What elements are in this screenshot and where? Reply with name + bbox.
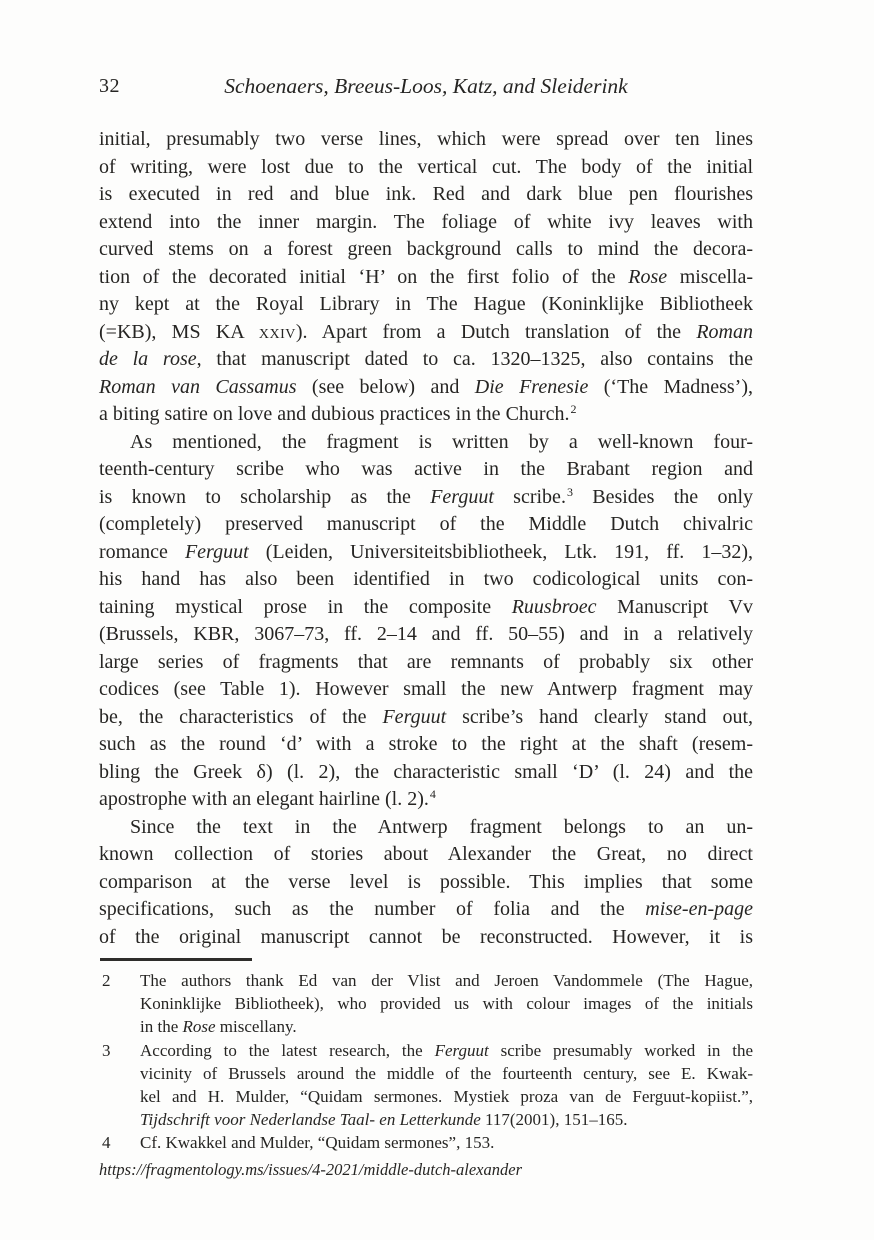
text-segment: Ferguut [382, 705, 447, 728]
text-segment: As mentioned, the fragment is written by a well-known four- [130, 430, 753, 453]
text-segment: scribe. [493, 485, 566, 508]
body-line [99, 511, 753, 539]
text-segment: a biting satire on love and dubious practices in the Church. [99, 403, 570, 425]
body-line [99, 676, 753, 704]
text-segment: initial, presumably two verse lines, which were spread over ten lines [99, 128, 753, 150]
footnote-line [140, 1039, 753, 1062]
text-segment: kel and H. Mulder, “Quidam sermones. Mystiek proza van de Ferguut-kopiist.”, [140, 1086, 753, 1106]
text-segment: scribe’s hand clearly stand out, [446, 705, 754, 728]
body-line [99, 484, 753, 512]
text-segment: Die Frenesie [474, 375, 589, 398]
text-segment: Since the text in the Antwerp fragment belongs to an un- [130, 815, 753, 838]
text-segment: such as the round ‘d’ with a stroke to the right at the shaft (resem- [99, 733, 753, 755]
text-segment: (‘The Madness’), [588, 375, 753, 398]
running-header: Schoenaers, Breeus-Loos, Katz, and Sleiderink [224, 74, 628, 98]
footnote-line [140, 1131, 753, 1154]
footnote [99, 1131, 753, 1154]
footnote-text [140, 969, 753, 1039]
text-segment: scribe presumably worked in the [488, 1040, 753, 1060]
text-segment: Manuscript Vv [596, 595, 753, 618]
text-segment: 117(2001), 151–165. [480, 1110, 628, 1130]
footnote-text [140, 1131, 753, 1154]
footnote-text [140, 1039, 753, 1132]
text-segment: tion of the decorated initial ‘H’ on the first folio of the [99, 265, 629, 288]
footnote-line [140, 1062, 753, 1085]
text-segment: codices (see Table 1). However small the new Antwerp fragment may [99, 678, 753, 700]
body-line [99, 429, 753, 457]
body-line [99, 621, 753, 649]
footnote-line [140, 1015, 753, 1038]
body-line [99, 346, 753, 374]
text-segment: Ruusbroec [511, 595, 597, 618]
text-segment: romance [99, 540, 185, 563]
body-line [99, 814, 753, 842]
text-segment: teenth-century scribe who was active in the Brabant region and [99, 458, 753, 480]
text-segment: comparison at the verse level is possible. This implies that some [99, 870, 753, 893]
body-line [99, 896, 753, 924]
text-segment: ). Apart from a Dutch translation of the [295, 320, 697, 343]
page-number: 32 [99, 75, 120, 97]
text-segment: Roman [696, 320, 753, 343]
text-segment: large series of fragments that are remnants of probably six other [99, 650, 753, 673]
body-line [99, 126, 753, 154]
footnotes-section [99, 969, 753, 1155]
body-line [99, 319, 753, 347]
text-segment: Roman van Cassamus [99, 375, 297, 398]
body-line [99, 594, 753, 622]
text-segment: taining mystical prose in the composite [99, 595, 512, 618]
text-segment: be, the characteristics of the [99, 705, 383, 728]
body-line [99, 649, 753, 677]
text-segment: miscella- [667, 265, 753, 288]
text-segment: (Brussels, KBR, 3067–73, ff. 2–14 and ff. 50–55) and in a relatively [99, 623, 753, 645]
body-line [99, 264, 753, 292]
footnote [99, 1039, 753, 1132]
text-segment: , that manuscript dated to ca. 1320–1325, also contains the [196, 348, 753, 370]
footnote-line [140, 1085, 753, 1108]
text-segment: Ferguut [184, 540, 249, 563]
body-line [99, 566, 753, 594]
body-line [99, 236, 753, 264]
text-segment: Ferguut [434, 1040, 489, 1060]
footnote-reference: 2 [570, 402, 577, 416]
running-head [99, 74, 753, 102]
text-segment: xxiv [258, 320, 296, 343]
footnote-line [140, 1108, 753, 1131]
body-line [99, 786, 753, 814]
text-segment: Rose [628, 265, 668, 288]
text-segment: known collection of stories about Alexander the Great, no direct [99, 843, 753, 865]
footnote-reference: 4 [429, 787, 436, 801]
text-segment: is known to scholarship as the [99, 485, 431, 508]
body-line [99, 456, 753, 484]
text-segment: of writing, were lost due to the vertical cut. The body of the initial [99, 155, 753, 178]
body-line [99, 841, 753, 869]
footnote-line [140, 992, 753, 1015]
text-segment: Koninklijke Bibliotheek), who provided us with colour images of the initials [140, 994, 753, 1014]
body-text [99, 126, 753, 951]
text-segment: Rose [182, 1017, 216, 1037]
text-segment: The authors thank Ed van der Vlist and Jeroen Vandommele (The Hague, [140, 971, 753, 990]
text-segment: Ferguut [430, 485, 494, 508]
footnote [99, 969, 753, 1039]
text-segment: mise-en-page [645, 898, 753, 920]
body-line [99, 209, 753, 237]
text-segment: bling the Greek δ) (l. 2), the characteristic small ‘D’ (l. 24) and the [99, 760, 753, 783]
body-line [99, 759, 753, 787]
text-segment: apostrophe with an elegant hairline (l. 2). [99, 788, 429, 810]
text-segment: vicinity of Brussels around the middle of the fourteenth century, see E. Kwak- [140, 1063, 753, 1083]
text-segment: is executed in red and blue ink. Red and dark blue pen flourishes [99, 183, 753, 205]
text-segment: curved stems on a forest green background calls to mind the decora- [99, 238, 753, 260]
body-line [99, 704, 753, 732]
text-segment: miscellany. [215, 1017, 297, 1037]
text-segment: (completely) preserved manuscript of the Middle Dutch chivalric [99, 513, 753, 535]
body-line [99, 869, 753, 897]
body-line [99, 539, 753, 567]
text-segment: ny kept at the Royal Library in The Hague (Koninklijke Bibliotheek [99, 293, 753, 315]
body-line [99, 374, 753, 402]
text-segment: specifications, such as the number of folia and the [99, 898, 646, 920]
body-line [99, 401, 753, 429]
body-line [99, 181, 753, 209]
text-segment: his hand has also been identified in two codicological units con- [99, 568, 753, 590]
text-segment: Tijdschrift voor Nederlandse Taal- en Letterkunde [140, 1110, 481, 1130]
body-line [99, 731, 753, 759]
body-line [99, 291, 753, 319]
text-segment: (Leiden, Universiteitsbibliotheek, Ltk. 191, ff. 1–32), [248, 540, 753, 563]
text-segment: According to the latest research, the [140, 1040, 435, 1060]
body-line [99, 154, 753, 182]
footnote-reference: 3 [566, 484, 573, 499]
text-segment: Cf. Kwakkel and Mulder, “Quidam sermones”, 153. [140, 1133, 495, 1153]
body-line [99, 924, 753, 952]
footer-url[interactable]: https://fragmentology.ms/issues/4-2021/middle-dutch-alexander [99, 1160, 522, 1179]
text-segment: of the original manuscript cannot be reconstructed. However, it is [99, 925, 753, 948]
text-segment: in the [140, 1017, 183, 1037]
footnote-number: 2 [102, 971, 111, 990]
footnote-number: 4 [102, 1133, 111, 1153]
footnote-line [140, 969, 753, 992]
text-segment: extend into the inner margin. The foliage of white ivy leaves with [99, 210, 753, 233]
text-segment: (=KB), MS KA [99, 320, 259, 343]
footnote-separator-rule [100, 958, 252, 961]
text-segment: de la rose [99, 348, 197, 370]
footnote-number: 3 [102, 1040, 111, 1060]
text-segment: Besides the only [572, 485, 753, 508]
text-segment: (see below) and [296, 375, 475, 398]
